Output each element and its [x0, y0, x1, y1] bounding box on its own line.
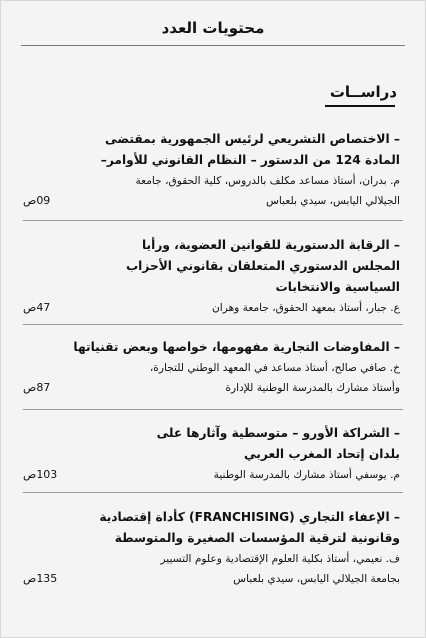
entry-title-line: – الرقابة الدستورية للقوانين العضوية، ورأيا: [141, 238, 400, 252]
entry-author-line: الجيلالي اليابس، سيدي بلعباس: [265, 195, 400, 207]
entry-author-line: م. يوسفي أستاذ مشارك بالمدرسة الوطنية: [213, 469, 400, 481]
entry-separator: [23, 324, 403, 325]
toc-entry[interactable]: [23, 337, 400, 398]
page-number: 87ص: [23, 381, 51, 394]
entry-last-line: [23, 378, 400, 398]
toc-entry[interactable]: [23, 129, 400, 211]
toc-entry[interactable]: [23, 507, 400, 589]
entry-title-line: المادة 124 من الدستور – النظام القانوني للأوامر–: [100, 153, 400, 167]
entry-author-line: ع. جبار، أستاذ بمعهد الحقوق، جامعة وهران: [212, 302, 400, 314]
page-number: 135ص: [23, 572, 58, 585]
entry-author-line: بجامعة الجيلالي اليابس، سيدي بلعباس: [233, 573, 400, 585]
title-divider: [21, 45, 405, 46]
entry-title-line: السياسية والانتخابات: [275, 280, 400, 294]
entry-author-line: ف. نعيمي، أستاذ بكلية العلوم الإقتصادية وعلوم التسيير: [160, 553, 400, 565]
page-number: 103ص: [23, 468, 58, 481]
toc-entry[interactable]: [23, 235, 400, 318]
page-number: 09ص: [23, 194, 51, 207]
page-title: محتويات العدد: [161, 19, 265, 37]
entry-title-line: – الإعفاء التجاري (FRANCHISING) كأداة إقتصادية: [99, 510, 400, 524]
entry-title-line: المجلس الدستوري المتعلقان بقانوني الأحزاب: [125, 259, 400, 273]
entry-separator: [23, 220, 403, 221]
entry-separator: [23, 409, 403, 410]
entry-title-line: – الشراكة الأورو – متوسطية وآثارها على: [156, 426, 400, 440]
entry-last-line: [23, 191, 400, 211]
section-heading-underline: [325, 105, 395, 107]
entry-author-line: خ. صافي صالح، أستاذ مساعد في المعهد الوطني للتجارة،: [149, 362, 400, 374]
entry-author-line: وأستاذ مشارك بالمدرسة الوطنية للإدارة: [225, 382, 400, 394]
entry-separator: [23, 492, 403, 493]
entry-last-line: [23, 569, 400, 589]
entry-last-line: [23, 298, 400, 318]
entry-title-line: بلدان إتحاد المغرب العربي: [243, 447, 400, 461]
entry-title-line: – الاختصاص التشريعي لرئيس الجمهورية بمقتضى: [105, 132, 400, 146]
entry-author-line: م. بدران، أستاذ مساعد مكلف بالدروس، كلية الحقوق، جامعة: [135, 175, 400, 187]
entry-title-line: – المفاوضات التجارية مفهومها، خواصها وبعض تقنياتها: [73, 340, 400, 354]
toc-entry[interactable]: [23, 423, 400, 485]
page-number: 47ص: [23, 301, 51, 314]
entry-title-line: وقانونية لترقية المؤسسات الصغيرة والمتوسطة: [114, 531, 400, 545]
section-heading: دراســات: [329, 83, 397, 101]
entry-last-line: [23, 465, 400, 485]
